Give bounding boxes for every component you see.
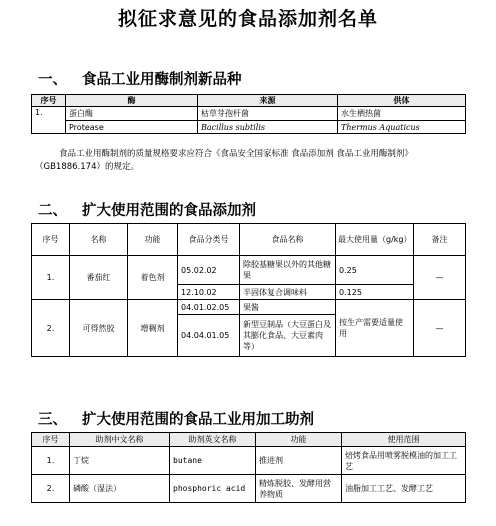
header-cn-name: 助剂中文名称 [70, 433, 170, 447]
row-index: 1. [32, 256, 70, 300]
food-name: 半固体复合调味料 [240, 285, 336, 300]
processing-aid-table [31, 432, 466, 503]
food-category-code: 04.01.02.05 [178, 300, 240, 315]
aid-scope: 油脂加工工艺、发酵工艺 [342, 475, 466, 503]
food-category-code: 04.04.01.05 [178, 315, 240, 357]
section2-heading [38, 199, 256, 220]
row-index: 1. [32, 107, 66, 134]
table-row [32, 256, 466, 285]
table-row [32, 300, 466, 315]
row-index: 1. [32, 447, 70, 475]
section3-title: 扩大使用范围的食品工业用加工助剂 [82, 412, 314, 428]
additive-name: 番茄红 [70, 256, 128, 300]
header-name: 名称 [70, 224, 128, 256]
table-row [32, 107, 466, 121]
additive-function: 着色剂 [128, 256, 178, 300]
enzyme-cn: 蛋白酶 [66, 107, 198, 121]
header-enzyme: 酶 [66, 95, 198, 107]
table-header-row [32, 433, 466, 447]
header-food-name: 食品名称 [240, 224, 336, 256]
remark: — [414, 300, 466, 357]
header-max-usage: 最大使用量（g/kg） [336, 224, 414, 256]
max-usage: 0.25 [336, 256, 414, 285]
food-name: 除胶基糖果以外的其他糖果 [240, 256, 336, 285]
enzyme-note: 食品工业用酶制剂的质量规格要求应符合《食品安全国家标准 食品添加剂 食品工业用酶制剂》（GB1886.174）的规定。 [35, 149, 413, 172]
additive-table [31, 223, 466, 357]
header-function: 功能 [256, 433, 342, 447]
header-scope: 使用范围 [342, 433, 466, 447]
header-en-name: 助剂英文名称 [170, 433, 256, 447]
section1-heading [38, 68, 242, 89]
donor-latin: Thermus Aquaticus [338, 121, 466, 134]
additive-name: 可得然胶 [70, 300, 128, 357]
aid-function: 精炼脱胶、发酵用营养物质 [256, 475, 342, 503]
table-row [32, 447, 466, 475]
aid-scope: 焙烤食品用喷雾脱模油的加工工艺 [342, 447, 466, 475]
donor-cn: 水生栖热菌 [338, 107, 466, 121]
row-index: 2. [32, 300, 70, 357]
section3-number: 三、 [38, 412, 67, 428]
aid-en-name: phosphoric acid [170, 475, 256, 503]
aid-en-name: butane [170, 447, 256, 475]
header-index: 序号 [32, 433, 70, 447]
section1-number: 一、 [38, 72, 67, 88]
header-function: 功能 [128, 224, 178, 256]
food-name: 果酱 [240, 300, 336, 315]
section2-number: 二、 [38, 203, 67, 219]
aid-function: 推进剂 [256, 447, 342, 475]
source-cn: 枯草芽孢杆菌 [198, 107, 338, 121]
remark: — [414, 256, 466, 300]
section2-title: 扩大使用范围的食品添加剂 [82, 203, 256, 219]
header-source: 来源 [198, 95, 338, 107]
aid-cn-name: 磷酸（湿法） [70, 475, 170, 503]
source-latin: Bacillus subtilis [198, 121, 338, 134]
aid-cn-name: 丁烷 [70, 447, 170, 475]
section3-heading [38, 408, 314, 429]
enzyme-en: Protease [66, 121, 198, 134]
header-category: 食品分类号 [178, 224, 240, 256]
section1-title: 食品工业用酶制剂新品种 [82, 72, 242, 88]
page-title: 拟征求意见的食品添加剂名单 [117, 8, 378, 30]
additive-function: 增稠剂 [128, 300, 178, 357]
food-category-code: 05.02.02 [178, 256, 240, 285]
table-header-row [32, 224, 466, 256]
table-row [32, 121, 466, 134]
header-remark: 备注 [414, 224, 466, 256]
header-index: 序号 [32, 95, 66, 107]
max-usage: 按生产需要适量使用 [336, 300, 414, 357]
table-row [32, 475, 466, 503]
header-index: 序号 [32, 224, 70, 256]
enzyme-table [31, 94, 466, 134]
header-donor: 供体 [338, 95, 466, 107]
food-name: 新型豆制品（大豆蛋白及其膨化食品、大豆素肉等） [240, 315, 336, 357]
table-header-row [32, 95, 466, 107]
food-category-code: 12.10.02 [178, 285, 240, 300]
max-usage: 0.125 [336, 285, 414, 300]
row-index: 2. [32, 475, 70, 503]
